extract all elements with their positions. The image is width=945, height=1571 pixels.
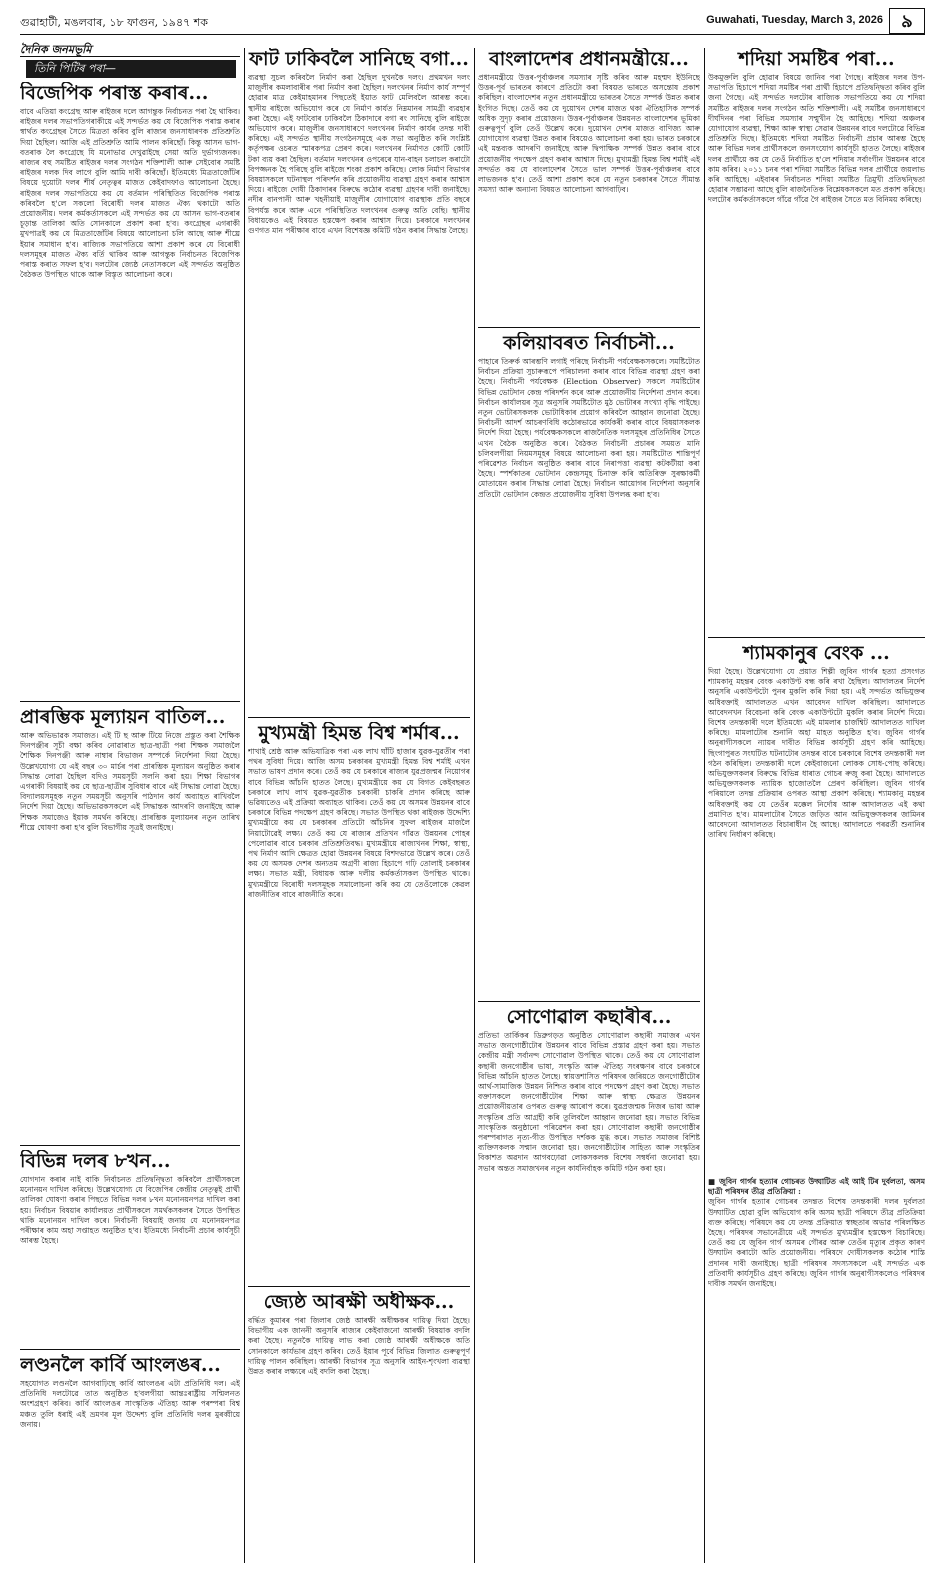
- date-assamese: গুৱাহাটী, মঙলবাৰ, ১৮ ফাগুন, ১৯৪৭ শক: [20, 16, 208, 29]
- article-bjp: [20, 82, 240, 697]
- newspaper-page: [20, 8, 925, 1563]
- section-heading: তিনি পিটিৰ পৰা—: [26, 60, 236, 78]
- article-parties: [20, 1150, 240, 1345]
- date-english: Guwahati, Tuesday, March 3, 2026: [706, 14, 883, 26]
- body-cm: শাখাই শ্ৰেষ্ঠ আৰু অভিযাত্ৰিক পৰা এক লাখ ঘাঁটি হাজাৰ যুৱক-যুৱতীৰ পৰা পথৰ সুবিধা দিয়ে। আজি অসম চৰকাৰৰ মুখ্যমন্ত্ৰী হিমন্ত বিশ্ব শৰ্মাই এখন সভাত ভাষণ প্ৰদান কৰে। তেওঁ কয় যে চৰকাৰে ৰাজ্যৰ যুৱপ্ৰজন্মৰ নিয়োগৰ বাবে বিভিন্ন আঁচনি হাতত লৈছে। মুখ্যমন্ত্ৰীয়ে কয় যে বিগত কেইবছৰত চৰকাৰে লাখ লাখ যুৱক-যুৱতীক চৰকাৰী চাকৰি প্ৰদান কৰিছে আৰু ভৱিষ্যতেও এই প্ৰক্ৰিয়া অব্যাহত থাকিব। তেওঁ কয় যে অসমৰ উন্নয়নৰ বাবে চৰকাৰে বিভিন্ন পদক্ষেপ গ্ৰহণ কৰিছে। সভাত উপস্থিত থকা ৰাইজক উদ্দেশ্যি মুখ্যমন্ত্ৰীয়ে কয় যে চৰকাৰৰ প্ৰতিটো আঁচনিৰ সুফল ৰাইজৰ মাজলৈ নিয়াটোৱেই লক্ষ্য। তেওঁ কয় যে ৰাজ্যৰ প্ৰতিখন গাঁৱত উন্নয়নৰ পোহৰ পেলোৱাৰ বাবে চৰকাৰ প্ৰতিশ্ৰুতিবদ্ধ। মুখ্যমন্ত্ৰীয়ে ৰাজ্যখনৰ শিক্ষা, স্বাস্থ্য, পথ নিৰ্মাণ আদি ক্ষেত্ৰত হোৱা উন্নয়নৰ বিষয়ে বিশদভাৱে উল্লেখ কৰে। তেওঁ কয় যে অসমক দেশৰ অন্যতম অগ্ৰণী ৰাজ্য হিচাপে গঢ়ি তোলাই চৰকাৰৰ লক্ষ্য। সভাত মন্ত্ৰী, বিধায়ক আৰু দলীয় কৰ্মকৰ্তাসকল উপস্থিত থাকে। মুখ্যমন্ত্ৰীয়ে বিৰোধী দলসমূহক সমালোচনা কৰি কয় যে তেওঁলোকে কেৱল ৰাজনীতিৰ বাবে ৰাজনীতি কৰে।: [248, 747, 470, 899]
- divider: [478, 327, 700, 328]
- headline-bjp: বিজেপিক পৰাস্ত কৰাৰ...: [20, 82, 209, 104]
- divider: [248, 1286, 470, 1287]
- highlight-shyamakanu: ■ জুবিন গাৰ্গৰ হত্যাৰ গোচৰত উদ্ঘাটিত এই আই টিৰ দুৰ্বলতা, অসম ছাত্ৰী পৰিষদৰ তীব্ৰ প্ৰতিক্ৰিয়া :: [708, 1177, 925, 1197]
- article-shyamakanu: [708, 642, 925, 1527]
- headline-bangladesh: বাংলাদেশৰ প্ৰধানমন্ত্ৰীয়ে...: [489, 48, 689, 70]
- page-header: [20, 8, 925, 35]
- divider: [20, 1145, 240, 1146]
- column-divider: [474, 48, 475, 1563]
- body-shyamakanu: দিয়া হৈছে। উল্লেখযোগ্য যে প্ৰয়াত শিল্পী জুবিন গাৰ্গৰ হত্যা প্ৰসংগত শ্যামকানু মহন্তৰ বেংক একাউণ্ট বন্ধ কৰি ৰখা হৈছিল। আদালতৰ নিৰ্দেশ অনুসৰি একাউণ্টটো পুনৰ মুকলি কৰি দিয়া হয়। এই সন্দৰ্ভত অভিযুক্তৰ অধিবক্তাই আদালতত এখন আবেদন দাখিল কৰিছিল। আদালতে আবেদনখন বিবেচনা কৰি বেংক একাউণ্টটো মুকলি কৰাৰ নিৰ্দেশ দিয়ে। বিশেষ তদন্তকাৰী দলে ইতিমধ্যে এই মামলাৰ চাৰ্জশ্বিট আদালতত দাখিল কৰিছে। মামলাটোৰ শুনানি অহা মাহত অনুষ্ঠিত হ'ব। জুবিন গাৰ্গৰ অনুৰাগীসকলে ন্যায়ৰ দাবীত বিভিন্ন কাৰ্যসূচী গ্ৰহণ কৰি আহিছে। ছিংগাপুৰত সংঘটিত ঘটনাটোৰ তদন্তৰ বাবে চৰকাৰে বিশেষ তদন্তকাৰী দল গঠন কৰিছিল। তদন্তকাৰী দলে কেইবাজনো লোকক সোধ-পোছ কৰিছে। অভিযুক্তসকলৰ বিৰুদ্ধে বিভিন্ন ধাৰাত গোচৰ ৰুজু কৰা হৈছে। আদালতে অভিযুক্তসকলক ন্যায়িক হাজোতলৈ প্ৰেৰণ কৰিছিল। জুবিন গাৰ্গৰ পৰিয়ালে তদন্ত প্ৰক্ৰিয়াৰ ওপৰত আস্থা প্ৰকাশ কৰিছে। শ্যামকানু মহন্তৰ অধিবক্তাই কয় যে তেওঁৰ মক্কেল নিৰ্দোষ আৰু আদালতত এই কথা প্ৰমাণিত হ'ব। মামলাটোৰ সৈতে জড়িত আন অভিযুক্তসকলৰ জামিনৰ আবেদনো আদালতত বিচাৰাধীন হৈ আছে। আদালতে পৰৱৰ্তী শুনানিৰ তাৰিখ নিৰ্ধাৰণ কৰিছে।: [708, 667, 925, 840]
- article-fat: [248, 48, 470, 713]
- article-assessment: [20, 706, 240, 1141]
- headline-cm: মুখ্যমন্ত্ৰী হিমন্ত বিশ্ব শৰ্মাৰ...: [258, 722, 460, 744]
- column-1: [20, 82, 240, 1562]
- headline-parties: বিভিন্ন দলৰ ৮খন...: [20, 1150, 171, 1172]
- body-assessment: আৰু অভিভাৱক সমাজত। এই টি ছ আৰু টিয়ে নিজে প্ৰস্তুত কৰা শৈক্ষিক দিনপঞ্জীৰ সূচী বক্ষা কৰিব নোৱাৰাত ছাত্ৰ-ছাত্ৰী পৰা শিক্ষক সমাজলৈ শৈক্ষিক দিনপঞ্জী আৰু নাম্বাৰ বিভাজন সম্পৰ্কে নিৰ্দেশনা দিয়া হৈছে। উল্লেখযোগ্য যে এই বছৰ ৩০ মাৰ্চৰ পৰা প্ৰাৰম্ভিক মূল্যায়ন অনুষ্ঠিত কৰাৰ সিদ্ধান্ত লোৱা হৈছিল যদিও সময়সূচী সলনি কৰা হয়। শিক্ষা বিভাগৰ এগৰাকী বিষয়াই কয় যে ছাত্ৰ-ছাত্ৰীৰ সুবিধাৰ বাবে এই সিদ্ধান্ত লোৱা হৈছে। বিদ্যালয়সমূহক নতুন সময়সূচী অনুসৰি পাঠদান কাৰ্য অব্যাহত ৰাখিবলৈ নিৰ্দেশ দিয়া হৈছে। অভিভাৱকসকলে এই সিদ্ধান্তক আদৰণি জনাইছে আৰু শিক্ষক সমাজেও ইয়াক সমৰ্থন কৰিছে। প্ৰাৰম্ভিক মূল্যায়নৰ নতুন তাৰিখ শীঘ্ৰে ঘোষণা কৰা হ'ব বুলি বিভাগীয় সূত্ৰই জনাইছে।: [20, 731, 240, 832]
- body-bjp: বাবে এতিয়া কংগ্ৰেছ আৰু ৰাইজৰ দলে আগন্তুক নিৰ্বাচনত পৰা হৈ থাকিব। ৰাইজৰ দলৰ সভাপতিগৰাকীয়ে এই সন্দৰ্ভত কয় যে বিজেপিক পৰাস্ত কৰাৰ স্বাৰ্থত কংগ্ৰেছৰ সৈতে মিত্ৰতা কৰিব বুলি ৰাজ্যৰ জনসাধাৰণক প্ৰতিশ্ৰুতি দিয়া হৈছিল। আজি এই প্ৰতিশ্ৰুতি আমি পালন কৰিছোঁ। কিন্তু আসন ভাগ-বতৰাক লৈ কংগ্ৰেছে যি মনোভাৱ দেখুৱাইছে সেয়া অতি দুৰ্ভাগ্যজনক। ৰাজ্যৰ বহু সমষ্টিত ৰাইজৰ দলৰ সংগঠন শক্তিশালী আৰু সেইবোৰ সমষ্টি ৰাইজৰ দলক দিব লাগে বুলি আমি দাবী কৰিছোঁ। ইতিমধ্যে মিত্ৰতাজোঁটৰ বিষয়ে দুয়োটা দলৰ শীৰ্ষ নেতৃত্বৰ মাজত কেইবাদফাও আলোচনা হৈছে। ৰাইজৰ দলৰ সভাপতিয়ে কয় যে বৰ্তমান পৰিস্থিতিত বিজেপিক পৰাস্ত কৰিবলৈ হ'লে সকলো বিৰোধী দলৰ মাজত ঐক্য থকাটো অতি প্ৰয়োজনীয়। দলৰ কৰ্মকৰ্তাসকলে এই সন্দৰ্ভত কয় যে আসন ভাগ-বতৰাৰ চূড়ান্ত তালিকা অতি সোনকালে প্ৰকাশ কৰা হ'ব। কংগ্ৰেছৰ এগৰাকী মুখপাত্ৰই কয় যে মিত্ৰতাজোঁটৰ বিষয়ে আলোচনা চলি আছে আৰু শীঘ্ৰে ইয়াৰ সমাধান হ'ব। ৰাজ্যিক সভাপতিয়ে আশা প্ৰকাশ কৰে যে বিৰোধী দলসমূহৰ মাজত ঐক্য বৰ্তি থাকিব আৰু আগন্তুক নিৰ্বাচনত বিজেপিক পৰাস্ত কৰাত সফল হ'ব। দলটোৰ জ্যেষ্ঠ নেতাসকলে এই সন্দৰ্ভত অনুষ্ঠিত বৈঠকত উপস্থিত থাকে আৰু বিস্তৃত আলোচনা কৰে।: [20, 107, 240, 280]
- article-cm: [248, 722, 470, 1282]
- headline-sadiya: শদিয়া সমষ্টিৰ পৰা...: [738, 48, 895, 70]
- article-kaliabor: [478, 332, 700, 997]
- divider: [20, 1349, 240, 1350]
- paper-name: দৈনিক জনমভূমি: [20, 43, 92, 56]
- column-3: [478, 48, 700, 1563]
- body-parties: যোগদান কৰাৰ নাই বাকি নিৰ্বাচনত প্ৰতিদ্বন্দ্বিতা কৰিবলৈ প্ৰাৰ্থীসকলে মনোনয়ন দাখিল কৰিছে। উল্লেখযোগ্য যে বিজেপিৰ কেন্দ্ৰীয় নেতৃত্বই প্ৰাৰ্থী তালিকা ঘোষণা কৰাৰ পিছতে বিভিন্ন দলৰ ৮খন মনোনয়নপত্ৰ দাখিল কৰা হয়। নিৰ্বাচন বিষয়াৰ কাৰ্যালয়ত প্ৰাৰ্থীসকলে সমৰ্থকসকলৰ সৈতে উপস্থিত থাকি মনোনয়ন দাখিল কৰে। নিৰ্বাচনী বিষয়াই জনায় যে মনোনয়নপত্ৰ পৰীক্ষাৰ কাম অহা সপ্তাহত অনুষ্ঠিত হ'ব। ইতিমধ্যে নিৰ্বাচনী প্ৰচাৰ কাৰ্যসূচী আৰম্ভ হৈছে।: [20, 1175, 240, 1246]
- body-kaliabor: পাহাৰে তিৰুৰ্ক আৰম্ভণি লগাই পৰিছে নিৰ্বাচনী পৰ্যবেক্ষকসকলে। সমষ্টিটোত নিৰ্বাচন প্ৰক্ৰিয়া সুচাৰুৰূপে পৰিচালনা কৰাৰ বাবে বিভিন্ন ব্যৱস্থা গ্ৰহণ কৰা হৈছে। নিৰ্বাচনী পৰ্যবেক্ষক (Election Observer) সকলে সমষ্টিটোৰ বিভিন্ন ভোটদান কেন্দ্ৰ পৰিদৰ্শন কৰে আৰু প্ৰয়োজনীয় নিৰ্দেশনা প্ৰদান কৰে। নিৰ্বাচন কাৰ্যালয়ৰ সূত্ৰ অনুসৰি সমষ্টিটোত মুঠ ভোটাৰৰ সংখ্যা বৃদ্ধি পাইছে। নতুন ভোটাৰসকলক ভোটাধিকাৰ প্ৰয়োগ কৰিবলৈ আহ্বান জনোৱা হৈছে। নিৰ্বাচনী আদৰ্শ আচৰণবিধি কঠোৰভাৱে কাৰ্যকৰী কৰাৰ বাবে বিষয়াসকলক নিৰ্দেশ দিয়া হৈছে। পৰ্যবেক্ষকসকলে ৰাজনৈতিক দলসমূহৰ প্ৰতিনিধিৰ সৈতে এখন বৈঠক অনুষ্ঠিত কৰে। বৈঠকত নিৰ্বাচনী প্ৰচাৰৰ সময়ত মানি চলিবলগীয়া নিয়মসমূহৰ বিষয়ে আলোচনা কৰা হয়। সমষ্টিটোত শান্তিপূৰ্ণ পৰিৱেশত নিৰ্বাচন অনুষ্ঠিত কৰাৰ বাবে নিৰাপত্তা ব্যৱস্থা কটকটীয়া কৰা হৈছে। স্পৰ্শকাতৰ ভোটদান কেন্দ্ৰসমূহ চিনাক্ত কৰি অতিৰিক্ত সুৰক্ষাকৰ্মী মোতায়েন কৰাৰ সিদ্ধান্ত লোৱা হৈছে। নিৰ্বাচন আয়োগৰ নিৰ্দেশনা অনুসৰি প্ৰতিটো ভোটদান কেন্দ্ৰত প্ৰয়োজনীয় সুবিধা উপলব্ধ কৰা হ'ব।: [478, 357, 700, 499]
- headline-shyamakanu: শ্যামকানুৰ বেংক ...: [743, 642, 890, 664]
- paper-name-bar: [20, 38, 240, 57]
- headline-senior: জ্যেষ্ঠ আৰক্ষী অধীক্ষক...: [263, 1291, 455, 1313]
- article-sonowal: [478, 1006, 700, 1551]
- body-bangladesh: প্ৰধানমন্ত্ৰীয়ে উত্তৰ-পূৰ্বাঞ্চলৰ সমস্যাৰ সৃষ্টি কৰিব আৰু মহম্মদ ইউনিছে উত্তৰ-পূৰ্ব ভাৰতৰ কাৰণে প্ৰতিটো কৰা বিষয়ত ভাৰতে অসন্তোষ প্ৰকাশ কৰিছিল। বাংলাদেশৰ নতুন প্ৰধানমন্ত্ৰীয়ে ভাৰতৰ সৈতে সম্পৰ্ক উন্নত কৰাৰ ইংগিত দিছে। তেওঁ কয় যে দুয়োখন দেশৰ মাজত থকা ঐতিহাসিক সম্পৰ্ক অধিক সুদৃঢ় কৰাৰ প্ৰয়োজন। উত্তৰ-পূৰ্বাঞ্চলৰ উন্নয়নত বাংলাদেশৰ ভূমিকা গুৰুত্বপূৰ্ণ বুলি তেওঁ উল্লেখ কৰে। দুয়োখন দেশৰ মাজত বাণিজ্য আৰু যোগাযোগ ব্যৱস্থা উন্নত কৰাৰ বিষয়েও আলোচনা কৰা হয়। ভাৰত চৰকাৰে এই মন্তব্যক আদৰণি জনাইছে আৰু দ্বিপাক্ষিক সম্পৰ্ক উন্নত কৰাৰ বাবে প্ৰয়োজনীয় পদক্ষেপ গ্ৰহণ কৰাৰ আশ্বাস দিছে। মুখ্যমন্ত্ৰী হিমন্ত বিশ্ব শৰ্মাই এই সন্দৰ্ভত কয় যে বাংলাদেশৰ সৈতে ভাল সম্পৰ্ক উত্তৰ-পূৰ্বাঞ্চলৰ বাবে লাভজনক হ'ব। তেওঁ আশা প্ৰকাশ কৰে যে নতুন চৰকাৰৰ সৈতে সীমান্ত সমস্যা আৰু অন্যান্য বিষয়ত আলোচনা আগবাঢ়িব।: [478, 73, 700, 195]
- body-london: সহযোগত লণ্ডনলৈ আগবাঢ়িছে কাৰ্বি আংলঙৰ এটা প্ৰতিনিধি দল। এই প্ৰতিনিধি দলটোৱে তাত অনুষ্ঠিত হ'বলগীয়া আন্তঃৰাষ্ট্ৰীয় সন্মিলনত অংশগ্ৰহণ কৰিব। কাৰ্বি আংলঙৰ সাংস্কৃতিক ঐতিহ্য আৰু পৰম্পৰা বিশ্ব মঞ্চত তুলি ধৰাই এই ভ্ৰমণৰ মূল উদ্দেশ্য বুলি প্ৰতিনিধি দলৰ মুৰব্বীয়ে জনায়।: [20, 1379, 240, 1429]
- headline-assessment: প্ৰাৰম্ভিক মূল্যায়ন বাতিল...: [20, 706, 226, 728]
- body-senior: বৰ্দ্ধিত কুমাৰৰ পৰা জিলাৰ জেষ্ঠ আৰক্ষী অধীক্ষকৰ দায়িত্ব দিয়া হৈছে। বিভাগীয় এক জাননী অনুসৰি ৰাজ্যৰ কেইবাজনো আৰক্ষী বিষয়াক বদলি কৰা হৈছে। নতুনকৈ দায়িত্ব লাভ কৰা জ্যেষ্ঠ আৰক্ষী অধীক্ষকে অতি সোনকালে কাৰ্যভাৰ গ্ৰহণ কৰিব। তেওঁ ইয়াৰ পূৰ্বে বিভিন্ন জিলাত গুৰুত্বপূৰ্ণ দায়িত্ব পালন কৰিছিল। আৰক্ষী বিভাগৰ সূত্ৰ অনুসৰি আইন-শৃংখলা ব্যৱস্থা উন্নত কৰাৰ লক্ষ্যৰে এই বদলি কৰা হৈছে।: [248, 1316, 470, 1377]
- article-london: [20, 1354, 240, 1529]
- body-fat: ব্যৱস্থা সুচল কৰিবলৈ নিৰ্মাণ কৰা হৈছিল দুখনকৈ দলং। প্ৰথমখন দলং মাজুলীৰ কমলাবাৰীৰ পৰা নিৰ্মাণ কৰা হৈছিল। দলংখনৰ নিৰ্মাণ কাৰ্য সম্পূৰ্ণ হোৱাৰ মাত্ৰ কেইমাহমানৰ পিছতেই ইয়াত ফাট মেলিবলৈ আৰম্ভ কৰে। স্থানীয় ৰাইজে অভিযোগ কৰে যে নিৰ্মাণ কাৰ্যত নিম্নমানৰ সামগ্ৰী ব্যৱহাৰ কৰা হৈছে। এই ফাটবোৰ ঢাকিবলৈ ঠিকাদাৰে বগা ৰং সানিছে বুলি ৰাইজে অভিযোগ কৰে। মাজুলীৰ জনসাধাৰণে দলংখনৰ নিৰ্মাণ কাৰ্যৰ তদন্ত দাবী কৰিছে। এই সন্দৰ্ভত স্থানীয় সংগঠনসমূহে এক সভা অনুষ্ঠিত কৰি সংশ্লিষ্ট কৰ্তৃপক্ষৰ ওচৰত স্মাৰকপত্ৰ প্ৰেৰণ কৰে। দলংখনৰ নিৰ্মাণত কোটি কোটি টকা ব্যয় কৰা হৈছিল। বৰ্তমান দলংখনৰ ওপৰেৰে যান-বাহন চলাচল কৰাটো বিপজ্জনক হৈ পৰিছে বুলি ৰাইজে শংকা প্ৰকাশ কৰিছে। লোক নিৰ্মাণ বিভাগৰ বিষয়াসকলে ঘটনাস্থল পৰিদৰ্শন কৰি প্ৰয়োজনীয় ব্যৱস্থা গ্ৰহণ কৰাৰ আশ্বাস দিয়ে। ৰাইজে দোষী ঠিকাদাৰৰ বিৰুদ্ধে কঠোৰ ব্যৱস্থা গ্ৰহণৰ দাবী জনাইছে। নদীৰ বানপানী আৰু খহনীয়াই মাজুলীৰ যোগাযোগ ব্যৱস্থাক প্ৰতি বছৰে বিপৰ্যস্ত কৰে আৰু এনে পৰিস্থিতিত দলংখনৰ গুৰুত্ব অতি বেছি। স্থানীয় বিধায়কেও এই বিষয়ত হস্তক্ষেপ কৰাৰ আশ্বাস দিয়ে। চৰকাৰে দলংখনৰ গুণগত মান পৰীক্ষাৰ বাবে এখন বিশেষজ্ঞ কমিটি গঠন কৰাৰ সিদ্ধান্ত লৈছে।: [248, 73, 470, 236]
- divider: [248, 717, 470, 718]
- body-sonowal: প্ৰতিভা তাৰ্কিকৰ ডিব্ৰুগড়ত অনুষ্ঠিত সোণোৱাল কছাৰী সমাজৰ এখন সভাত জনগোষ্ঠীটোৰ উন্নয়নৰ বাবে বিভিন্ন প্ৰস্তাৱ গ্ৰহণ কৰা হয়। সভাত কেন্দ্ৰীয় মন্ত্ৰী সৰ্বানন্দ সোণোৱাল উপস্থিত থাকে। তেওঁ কয় যে সোণোৱাল কছাৰী জনগোষ্ঠীৰ ভাষা, সংস্কৃতি আৰু ঐতিহ্য সংৰক্ষণৰ বাবে চৰকাৰে বিভিন্ন আঁচনি হাতত লৈছে। স্বায়ত্তশাসিত পৰিষদৰ জৰিয়তে জনগোষ্ঠীটোৰ আৰ্থ-সামাজিক উন্নয়ন নিশ্চিত কৰাৰ বাবে পদক্ষেপ গ্ৰহণ কৰা হৈছে। সভাত বক্তাসকলে জনগোষ্ঠীটোৰ শিক্ষা আৰু স্বাস্থ্য ক্ষেত্ৰত উন্নয়নৰ প্ৰয়োজনীয়তাৰ ওপৰত গুৰুত্ব আৰোপ কৰে। যুৱপ্ৰজন্মক নিজৰ ভাষা আৰু সংস্কৃতিৰ প্ৰতি আগ্ৰহী কৰি তুলিবলৈ আহ্বান জনোৱা হয়। সভাত বিভিন্ন সাংস্কৃতিক অনুষ্ঠানো পৰিৱেশন কৰা হয়। সোণোৱাল কছাৰী জনগোষ্ঠীৰ পৰম্পৰাগত নৃত্য-গীত উপস্থিত দৰ্শকক মুগ্ধ কৰে। সভাত সমাজৰ বিশিষ্ট ব্যক্তিসকলক সন্মান জনোৱা হয়। জনগোষ্ঠীটোৰ সাহিত্য আৰু সংস্কৃতিৰ বিকাশত অৱদান আগবঢ়োৱা লোকসকলক বিশেষ সম্বৰ্ধনা জনোৱা হয়। সভাৰ অন্তত সমাজখনৰ নতুন কাৰ্যনিৰ্বাহক কমিটি গঠন কৰা হয়।: [478, 1031, 700, 1173]
- column-2: [248, 48, 470, 1563]
- headline-london: লণ্ডনলৈ কাৰ্বি আংলঙৰ...: [20, 1354, 221, 1376]
- article-bangladesh: [478, 48, 700, 323]
- headline-fat: ফাট ঢাকিবলৈ সানিছে বগা...: [249, 48, 469, 70]
- article-senior: [248, 1291, 470, 1563]
- page-number: ৯: [889, 8, 925, 34]
- headline-sonowal: সোণোৱাল কছাৰীৰ...: [506, 1006, 672, 1028]
- body-sadiya: উকমুক্তলি বুলি হোৱাৰ বিষয়ে জানিব পৰা গৈছে। ৰাইজৰ দলৰ উপ-সভাপতি হিচাপে শদিয়া সমষ্টিৰ পৰা প্ৰাৰ্থী হিচাপে প্ৰতিদ্বন্দ্বিতা কৰিব বুলি জনা গৈছে। এই সন্দৰ্ভত দলটোৰ ৰাজ্যিক সভাপতিয়ে কয় যে শদিয়া সমষ্টিত ৰাইজৰ দলৰ সংগঠন অতি শক্তিশালী। এই সমষ্টিৰ জনসাধাৰণে দীৰ্ঘদিনৰ পৰা বিভিন্ন সমস্যাৰ সন্মুখীন হৈ আহিছে। শদিয়া অঞ্চলৰ যোগাযোগ ব্যৱস্থা, শিক্ষা আৰু স্বাস্থ্য সেৱাৰ উন্নয়নৰ বাবে দলটোৱে বিভিন্ন প্ৰতিশ্ৰুতি দিছে। ইতিমধ্যে শদিয়া সমষ্টিত নিৰ্বাচনী প্ৰচাৰ আৰম্ভ হৈছে আৰু বিভিন্ন দলৰ প্ৰাৰ্থীসকলে জনসংযোগ কাৰ্যসূচী হাতত লৈছে। ৰাইজৰ দলৰ প্ৰাৰ্থীয়ে কয় যে তেওঁ নিৰ্বাচিত হ'লে শদিয়াৰ সৰ্বাংগীন উন্নয়নৰ বাবে কাম কৰিব। ২০১১ চনৰ পৰা শদিয়া সমষ্টিত বিভিন্ন দলৰ প্ৰাৰ্থীয়ে জয়লাভ কৰি আহিছে। এইবাৰৰ নিৰ্বাচনত শদিয়া সমষ্টিত ত্ৰিমুখী প্ৰতিদ্বন্দ্বিতা হোৱাৰ সম্ভাৱনা আছে বুলি ৰাজনৈতিক বিশ্লেষকসকলে মত প্ৰকাশ কৰিছে। দলটোৰ কৰ্মকৰ্তাসকলে গাঁৱে গাঁৱে গৈ ৰাইজৰ সৈতে মত বিনিময় কৰিছে।: [708, 73, 925, 205]
- column-divider: [244, 48, 245, 1563]
- headline-kaliabor: কলিয়াবৰত নিৰ্বাচনী...: [503, 332, 675, 354]
- divider: [20, 701, 240, 702]
- column-4: [708, 48, 925, 1563]
- article-sadiya: [708, 48, 925, 633]
- divider: [708, 637, 925, 638]
- divider: [478, 1001, 700, 1002]
- body-shyamakanu-2: জুবিন গাৰ্গৰ হত্যাৰ গোচৰৰ তদন্তত বিশেষ তদন্তকাৰী দলৰ দুৰ্বলতা উদ্ঘাটিত হোৱা বুলি অভিযোগ কৰি অসম ছাত্ৰী পৰিষদে তীব্ৰ প্ৰতিক্ৰিয়া ব্যক্ত কৰিছে। পৰিষদে কয় যে তদন্ত প্ৰক্ৰিয়াত স্বচ্ছতাৰ অভাৱ পৰিলক্ষিত হৈছে। পৰিষদৰ সভানেত্ৰীয়ে এই সন্দৰ্ভত মুখ্যমন্ত্ৰীৰ হস্তক্ষেপ বিচাৰিছে। তেওঁ কয় যে জুবিন গাৰ্গ অসমৰ গৌৰৱ আৰু তেওঁৰ মৃত্যুৰ প্ৰকৃত কাৰণ উদ্ঘাটন কৰাটো অতি প্ৰয়োজনীয়। পৰিষদে দোষীসকলক কঠোৰ শাস্তি প্ৰদানৰ দাবী জনাইছে। ছাত্ৰী পৰিষদৰ সদস্যসকলে এই সন্দৰ্ভত এক প্ৰতিবাদী কাৰ্যসূচীও গ্ৰহণ কৰিছে। জুবিন গাৰ্গৰ অনুৰাগীসকলেও পৰিষদৰ দাবীক সমৰ্থন জনাইছে।: [708, 1197, 925, 1289]
- column-divider: [704, 48, 705, 1563]
